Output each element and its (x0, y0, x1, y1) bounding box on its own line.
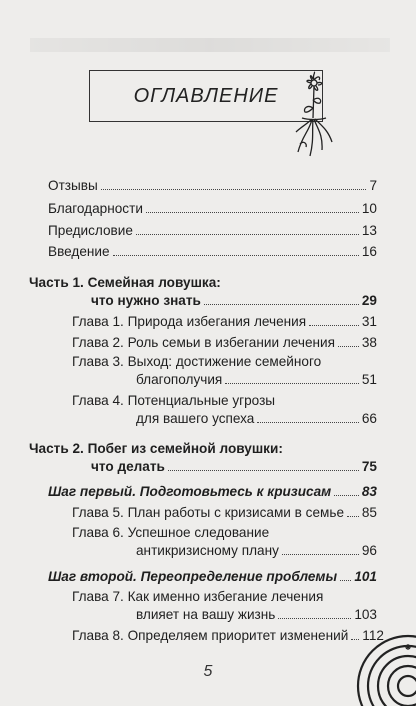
bleed-through-text (30, 38, 390, 52)
flower-illustration (292, 70, 340, 162)
leader-dots (282, 554, 359, 555)
concentric-rings-ornament (356, 626, 416, 706)
toc-entry[interactable]: Благодарности 10 (48, 201, 377, 216)
part-heading: Часть 2. Побег из семейной ловушки: (29, 441, 283, 456)
chapter-entry[interactable]: Глава 5. План работы с кризисами в семье 85 (72, 505, 377, 520)
leader-dots (168, 470, 359, 471)
leader-dots (225, 383, 359, 384)
chapter-entry-cont[interactable]: влияет на вашу жизнь 103 (136, 607, 377, 622)
chapter-entry-title[interactable]: Глава 3. Выход: достижение семейного (72, 354, 322, 369)
toc-entry[interactable]: Введение 16 (48, 244, 377, 259)
leader-dots (334, 495, 359, 496)
part-heading: Часть 1. Семейная ловушка: (29, 275, 221, 290)
leader-dots (101, 189, 367, 190)
chapter-entry-cont[interactable]: благополучия 51 (136, 372, 377, 387)
step-entry[interactable]: Шаг первый. Подготовьтесь к кризисам 83 (48, 484, 377, 499)
leader-dots (204, 304, 359, 305)
part-entry[interactable]: что делать 75 (91, 459, 377, 474)
chapter-entry-title[interactable]: Глава 7. Как именно избегание лечения (72, 589, 324, 604)
leader-dots (278, 618, 351, 619)
leader-dots (347, 516, 359, 517)
chapter-entry-cont[interactable]: антикризисному плану 96 (136, 543, 377, 558)
leader-dots (340, 580, 351, 581)
part-entry[interactable]: что нужно знать 29 (91, 293, 377, 308)
chapter-entry[interactable]: Глава 8. Определяем приоритет изменений 112 (72, 628, 384, 643)
leader-dots (309, 325, 359, 326)
toc-title-frame (89, 70, 323, 122)
leader-dots (113, 255, 359, 256)
toc-entry[interactable]: Предисловие 13 (48, 223, 377, 238)
page-number: 5 (203, 663, 213, 680)
chapter-entry[interactable]: Глава 1. Природа избегания лечения 31 (72, 314, 377, 329)
toc-entry[interactable]: Отзывы 7 (48, 178, 377, 193)
leader-dots (146, 212, 359, 213)
leader-dots (338, 346, 359, 347)
leader-dots (136, 234, 359, 235)
chapter-entry[interactable]: Глава 2. Роль семьи в избегании лечения 38 (72, 335, 377, 350)
step-entry[interactable]: Шаг второй. Переопределение проблемы 101 (48, 569, 377, 584)
chapter-entry-cont[interactable]: для вашего успеха 66 (136, 411, 377, 426)
chapter-entry-title[interactable]: Глава 6. Успешное следование (72, 525, 270, 540)
chapter-entry-title[interactable]: Глава 4. Потенциальные угрозы (72, 393, 276, 408)
toc-title: ОГЛАВЛЕНИЕ (133, 85, 279, 107)
leader-dots (257, 422, 359, 423)
